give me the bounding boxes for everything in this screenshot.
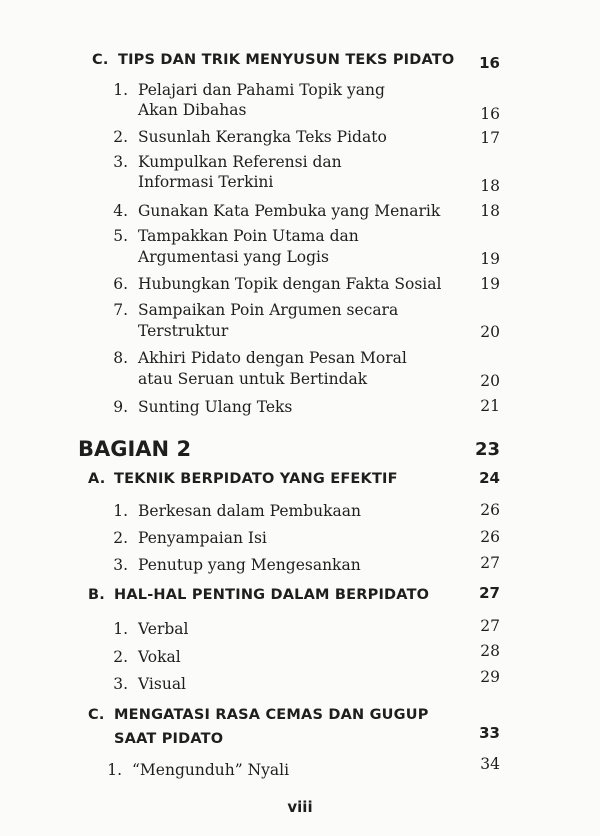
entry-title-continued: Terstruktur — [138, 322, 229, 340]
entry-title: “Mengunduh” Nyali — [132, 761, 290, 779]
entry-page-number: 28 — [480, 642, 500, 660]
section-page-number: 16 — [479, 54, 500, 72]
page-number-footer: viii — [287, 798, 313, 816]
entry-title: Pelajari dan Pahami Topik yang — [138, 81, 385, 99]
entry-page-number: 19 — [480, 250, 500, 268]
toc-entry — [102, 619, 188, 639]
entry-page-number: 20 — [480, 323, 500, 341]
toc-entry — [102, 274, 441, 294]
entry-page-number: 27 — [480, 617, 500, 635]
toc-entry — [102, 152, 342, 172]
entry-number: 2. — [113, 529, 128, 547]
entry-title: Penutup yang Mengesankan — [138, 556, 361, 574]
entry-number: 6. — [113, 275, 128, 293]
section-title: TIPS DAN TRIK MENYUSUN TEKS PIDATO — [118, 52, 455, 68]
entry-page-number: 34 — [480, 755, 500, 773]
entry-page-number: 26 — [480, 528, 500, 546]
entry-page-number: 18 — [480, 177, 500, 195]
toc-entry — [102, 555, 361, 575]
entry-title: Sunting Ulang Teks — [138, 398, 293, 416]
entry-page-number: 18 — [480, 202, 500, 220]
toc-entry — [102, 201, 440, 221]
section-letter: A. — [88, 471, 106, 487]
entry-title-continued: atau Seruan untuk Bertindak — [138, 370, 368, 388]
entry-title: Susunlah Kerangka Teks Pidato — [138, 128, 387, 146]
entry-page-number: 21 — [480, 397, 500, 415]
entry-title: Penyampaian Isi — [138, 529, 267, 547]
section-page-number: 33 — [479, 724, 500, 742]
entry-number: 2. — [113, 128, 128, 146]
toc-entry — [96, 760, 289, 780]
toc-entry — [102, 674, 186, 694]
entry-page-number: 17 — [480, 129, 500, 147]
entry-title: Gunakan Kata Pembuka yang Menarik — [138, 202, 441, 220]
toc-entry — [102, 348, 407, 368]
section-title: HAL-HAL PENTING DALAM BERPIDATO — [114, 587, 430, 603]
toc-section-heading — [88, 469, 398, 489]
entry-title: Sampaikan Poin Argumen secara — [138, 301, 399, 319]
entry-title-continued: Akan Dibahas — [138, 101, 247, 119]
section-title-continued: SAAT PIDATO — [114, 731, 224, 747]
entry-number: 3. — [113, 675, 128, 693]
toc-entry — [102, 80, 385, 100]
entry-title-continued: Informasi Terkini — [138, 173, 274, 191]
section-letter: B. — [88, 587, 105, 603]
part-page-number: 23 — [474, 439, 500, 460]
entry-page-number: 16 — [480, 105, 500, 123]
entry-page-number: 26 — [480, 501, 500, 519]
entry-title: Verbal — [138, 620, 189, 638]
toc-entry — [102, 501, 361, 521]
entry-number: 1. — [113, 620, 128, 638]
entry-number: 3. — [113, 153, 128, 171]
section-page-number: 27 — [479, 584, 500, 602]
toc-entry — [102, 300, 398, 320]
section-title: TEKNIK BERPIDATO YANG EFEKTIF — [114, 471, 398, 487]
entry-title: Visual — [138, 675, 187, 693]
entry-title: Tampakkan Poin Utama dan — [138, 227, 359, 245]
section-page-number: 24 — [479, 469, 500, 487]
entry-number: 5. — [113, 227, 128, 245]
section-letter: C. — [92, 52, 109, 68]
toc-entry — [102, 647, 181, 667]
entry-page-number: 20 — [480, 372, 500, 390]
entry-title: Hubungkan Topik dengan Fakta Sosial — [138, 275, 442, 293]
entry-number: 4. — [113, 202, 128, 220]
entry-title: Akhiri Pidato dengan Pesan Moral — [138, 349, 407, 367]
toc-entry — [102, 127, 387, 147]
entry-number: 8. — [113, 349, 128, 367]
entry-page-number: 19 — [480, 275, 500, 293]
toc-entry — [102, 226, 359, 246]
part-heading: BAGIAN 2 — [78, 437, 192, 461]
toc-section-heading — [92, 50, 454, 70]
toc-section-heading — [88, 585, 429, 605]
toc-section-heading — [88, 705, 429, 725]
entry-title: Vokal — [138, 648, 181, 666]
section-title: MENGATASI RASA CEMAS DAN GUGUP — [114, 707, 429, 723]
entry-number: 1. — [107, 761, 122, 779]
entry-number: 9. — [113, 398, 128, 416]
entry-title: Kumpulkan Referensi dan — [138, 153, 342, 171]
entry-number: 2. — [113, 648, 128, 666]
entry-number: 3. — [113, 556, 128, 574]
entry-page-number: 27 — [480, 554, 500, 572]
entry-page-number: 29 — [480, 668, 500, 686]
entry-title: Berkesan dalam Pembukaan — [138, 502, 361, 520]
entry-number: 1. — [113, 81, 128, 99]
toc-entry — [102, 397, 292, 417]
entry-number: 7. — [113, 301, 128, 319]
entry-title-continued: Argumentasi yang Logis — [138, 248, 329, 266]
entry-number: 1. — [113, 502, 128, 520]
toc-entry — [102, 528, 267, 548]
section-letter: C. — [88, 707, 105, 723]
